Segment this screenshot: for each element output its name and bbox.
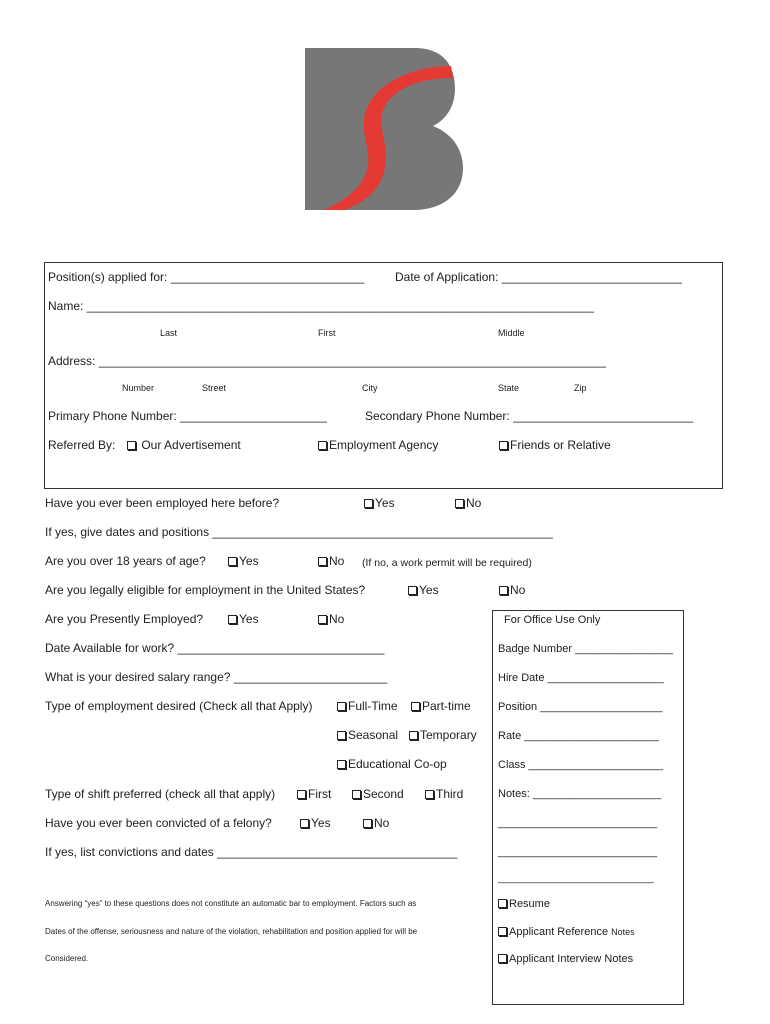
checkbox-icon[interactable]	[228, 557, 237, 566]
checkbox-icon[interactable]	[498, 954, 507, 963]
part-time-option[interactable]	[411, 699, 471, 713]
checkbox-icon[interactable]	[455, 499, 464, 508]
presently-employed-yes[interactable]	[228, 612, 259, 626]
hire-date-field[interactable]: Hire Date ___________________	[498, 672, 664, 684]
company-logo	[305, 46, 465, 211]
checkbox-icon[interactable]	[409, 731, 418, 740]
option-label: Applicant Reference	[509, 926, 609, 938]
date-application-field[interactable]: Date of Application: ___________________________	[395, 270, 682, 284]
option-label: Yes	[239, 612, 259, 626]
notes-field[interactable]: Notes: _____________________	[498, 788, 662, 800]
option-label: No	[329, 554, 345, 568]
option-label: Employment Agency	[329, 438, 439, 452]
checkbox-icon[interactable]	[425, 790, 434, 799]
convictions-field[interactable]: If yes, list convictions and dates ____________________________________	[45, 845, 458, 859]
option-label: Full-Time	[348, 699, 398, 713]
first-shift-option[interactable]	[297, 787, 331, 801]
option-label: Educational Co-op	[348, 757, 447, 771]
felony-no[interactable]	[363, 816, 389, 830]
notes-line-1[interactable]: __________________________	[498, 817, 658, 829]
option-label: Yes	[419, 583, 439, 597]
badge-number-field[interactable]: Badge Number ________________	[498, 643, 673, 655]
date-available-field[interactable]: Date Available for work? _______________________________	[45, 641, 385, 655]
checkbox-icon[interactable]	[228, 615, 237, 624]
address-label-city: City	[362, 383, 378, 393]
checkbox-icon[interactable]	[364, 499, 373, 508]
option-label: No	[510, 583, 526, 597]
checkbox-icon[interactable]	[408, 586, 417, 595]
checkbox-icon[interactable]	[499, 441, 508, 450]
felony-question: Have you ever been convicted of a felony?	[45, 816, 272, 830]
checkbox-icon[interactable]	[127, 441, 136, 450]
over-18-no[interactable]	[318, 554, 344, 568]
option-label: Yes	[239, 554, 259, 568]
checkbox-icon[interactable]	[337, 760, 346, 769]
name-label-first: First	[318, 328, 336, 338]
over-18-question: Are you over 18 years of age?	[45, 554, 206, 568]
full-time-option[interactable]	[337, 699, 398, 713]
primary-phone-field[interactable]: Primary Phone Number: ______________________	[48, 409, 327, 423]
option-label: No	[329, 612, 345, 626]
checkbox-icon[interactable]	[318, 441, 327, 450]
prior-dates-field[interactable]: If yes, give dates and positions ___________________________________________________	[45, 525, 553, 539]
presently-employed-no[interactable]	[318, 612, 344, 626]
referral-our-ad-option[interactable]	[127, 438, 241, 452]
name-field[interactable]: Name: ____________________________________________________________________________	[48, 299, 594, 313]
checkbox-icon[interactable]	[498, 899, 507, 908]
employed-before-question: Have you ever been employed here before?	[45, 496, 280, 510]
third-shift-option[interactable]	[425, 787, 463, 801]
option-label: Part-time	[422, 699, 471, 713]
checkbox-icon[interactable]	[318, 557, 327, 566]
applicant-reference-option[interactable]	[498, 925, 635, 939]
class-field[interactable]: Class ______________________	[498, 759, 664, 771]
secondary-phone-field[interactable]: Secondary Phone Number: ___________________________	[365, 409, 694, 423]
option-label: Resume	[509, 898, 550, 910]
checkbox-icon[interactable]	[297, 790, 306, 799]
employed-before-no[interactable]	[455, 496, 481, 510]
presently-employed-question: Are you Presently Employed?	[45, 612, 204, 626]
employment-type-question: Type of employment desired (Check all that Apply)	[45, 699, 313, 713]
checkbox-icon[interactable]	[352, 790, 361, 799]
option-label: Third	[436, 787, 464, 801]
option-label: Friends or Relative	[510, 438, 611, 452]
referral-agency-option[interactable]	[318, 438, 438, 452]
option-label: Yes	[311, 816, 331, 830]
applicant-interview-option[interactable]	[498, 952, 633, 966]
notes-line-2[interactable]: __________________________	[498, 846, 658, 858]
employed-before-yes[interactable]	[364, 496, 395, 510]
checkbox-icon[interactable]	[498, 927, 507, 936]
option-label: Seasonal	[348, 728, 399, 742]
second-shift-option[interactable]	[352, 787, 404, 801]
eligible-no[interactable]	[499, 583, 525, 597]
office-use-box	[492, 610, 684, 1005]
seasonal-option[interactable]	[337, 728, 398, 742]
temporary-option[interactable]	[409, 728, 477, 742]
address-label-number: Number	[122, 383, 155, 393]
referred-by-label: Referred By:	[48, 438, 116, 452]
option-label: Applicant Interview Notes	[509, 953, 634, 965]
office-use-title: For Office Use Only	[504, 614, 601, 626]
address-label-street: Street	[202, 383, 227, 393]
disclaimer-line-1: Answering “yes” to these questions does not constitute an automatic bar to employment. Factors such as	[45, 899, 417, 908]
disclaimer-line-2: Dates of the offense, seriousness and nature of the violation, rehabilitation and position applied for will be	[45, 927, 418, 936]
office-position-field[interactable]: Position ____________________	[498, 701, 663, 713]
shift-question: Type of shift preferred (check all that apply)	[45, 787, 276, 801]
applicant-info-box	[44, 262, 723, 489]
felony-yes[interactable]	[300, 816, 331, 830]
option-label: First	[308, 787, 332, 801]
over-18-yes[interactable]	[228, 554, 259, 568]
checkbox-icon[interactable]	[318, 615, 327, 624]
checkbox-icon[interactable]	[363, 819, 372, 828]
salary-field[interactable]: What is your desired salary range? _______________________	[45, 670, 388, 684]
checkbox-icon[interactable]	[411, 702, 420, 711]
name-label-middle: Middle	[498, 328, 525, 338]
checkbox-icon[interactable]	[300, 819, 309, 828]
option-label: Second	[363, 787, 404, 801]
name-label-last: Last	[160, 328, 178, 338]
option-label: No	[466, 496, 482, 510]
option-label: Temporary	[420, 728, 477, 742]
option-label: Our Advertisement	[141, 438, 241, 452]
checkbox-icon[interactable]	[499, 586, 508, 595]
disclaimer-line-3: Considered.	[45, 954, 89, 963]
option-label: Yes	[375, 496, 395, 510]
address-label-state: State	[498, 383, 520, 393]
reference-notes-label: Notes	[611, 927, 635, 937]
eligible-yes[interactable]	[408, 583, 439, 597]
referral-friends-option[interactable]	[499, 438, 611, 452]
resume-option[interactable]	[498, 897, 550, 911]
position-applied-field[interactable]: Position(s) applied for: _____________________________	[48, 270, 365, 284]
work-permit-note: (If no, a work permit will be required)	[362, 557, 532, 569]
notes-line-3[interactable]: ____________________________	[498, 873, 654, 884]
address-label-zip: Zip	[574, 383, 587, 393]
checkbox-icon[interactable]	[337, 731, 346, 740]
educational-coop-option[interactable]	[337, 757, 447, 771]
option-label: No	[374, 816, 390, 830]
checkbox-icon[interactable]	[337, 702, 346, 711]
rate-field[interactable]: Rate ______________________	[498, 730, 659, 742]
address-field[interactable]: Address: ____________________________________________________________________________	[48, 354, 606, 368]
eligible-question: Are you legally eligible for employment in the United States?	[45, 583, 366, 597]
